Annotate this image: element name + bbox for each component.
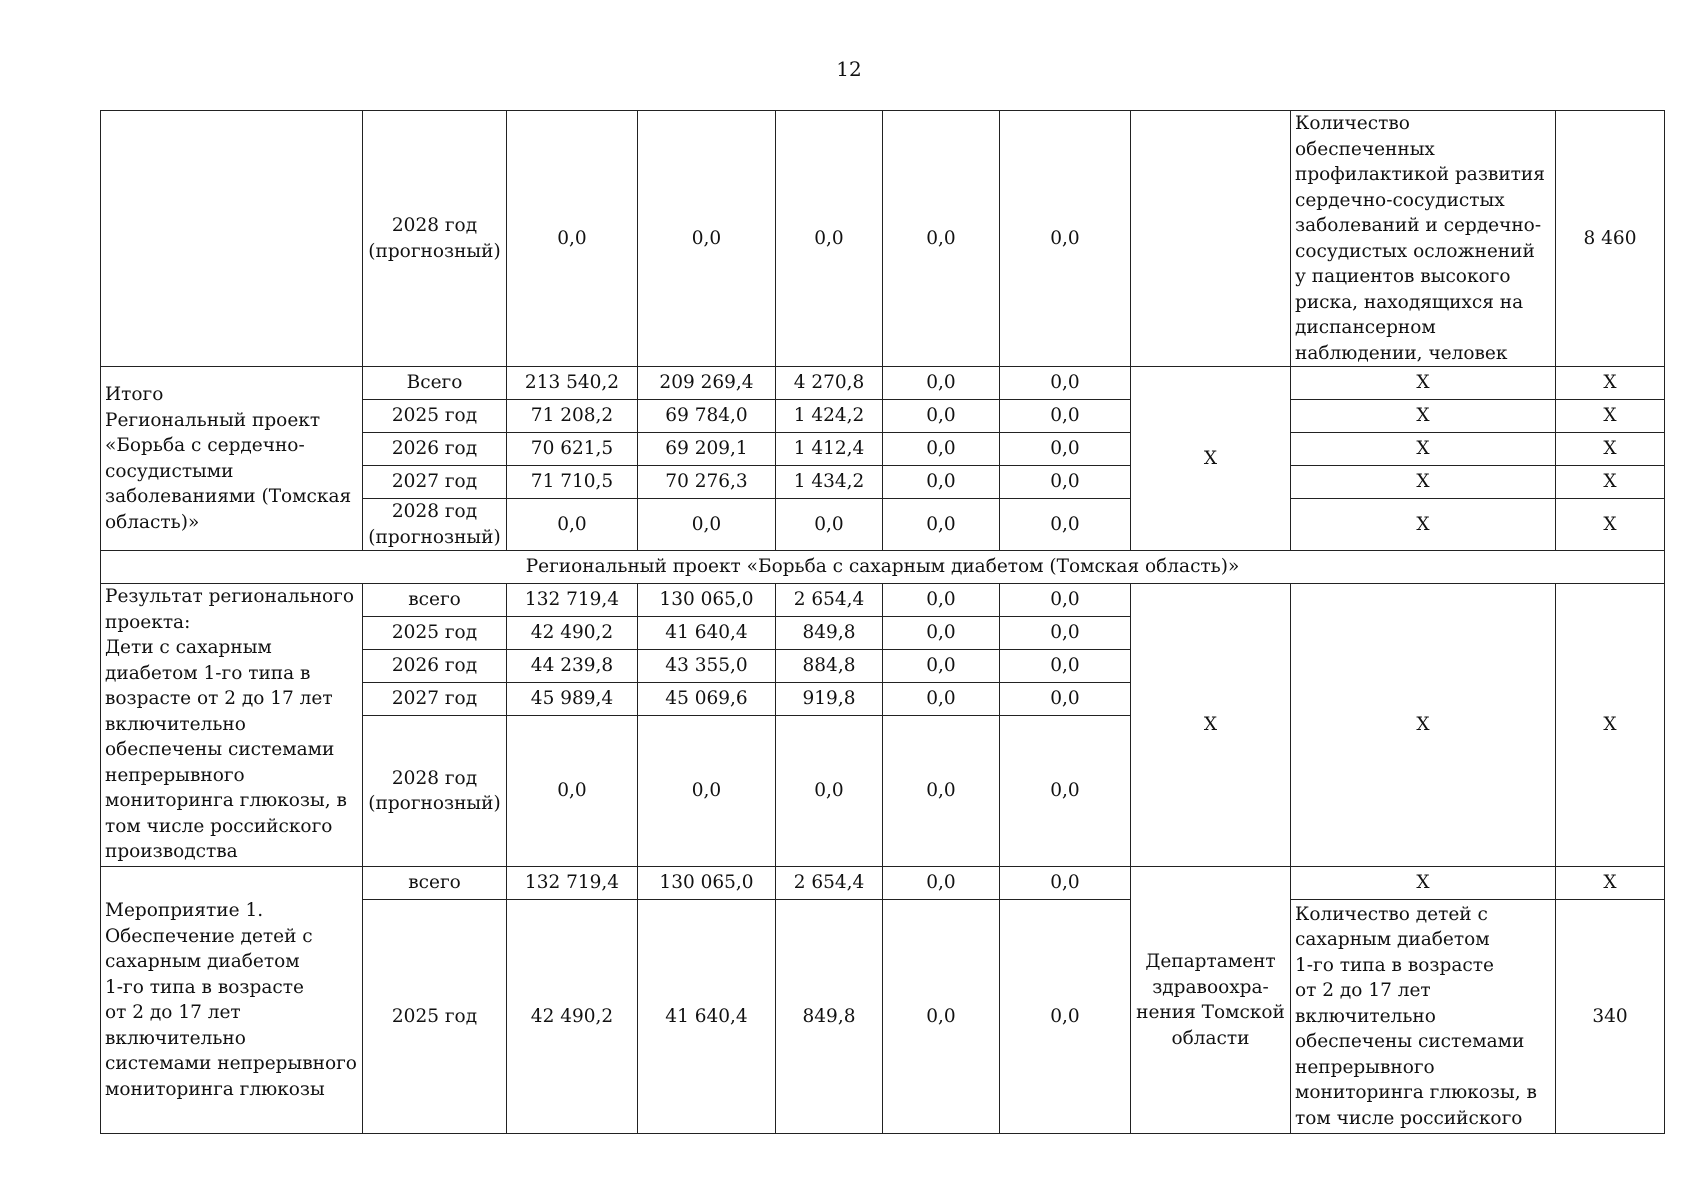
cell-value: 41 640,4	[638, 900, 776, 1134]
cell-value: 0,0	[883, 466, 1000, 499]
cell-indicator-value: X	[1556, 466, 1665, 499]
cell-year: 2025 год	[363, 900, 507, 1134]
cell-value: 44 239,8	[507, 650, 638, 683]
cell-value: 0,0	[507, 499, 638, 551]
cell-value: 849,8	[776, 617, 883, 650]
table-row	[101, 584, 1665, 617]
cell-value: 0,0	[1000, 900, 1131, 1134]
cell-year: 2028 год (прогнозный)	[363, 716, 507, 867]
cell-value: 1 434,2	[776, 466, 883, 499]
cell-year: 2028 год (прогнозный)	[363, 111, 507, 367]
cell-value: 71 208,2	[507, 400, 638, 433]
cell-value: 919,8	[776, 683, 883, 716]
cell-executor: Департамент здравоохра-нения Томской области	[1131, 867, 1291, 1134]
cell-value: 0,0	[1000, 499, 1131, 551]
cell-value: 0,0	[1000, 466, 1131, 499]
cell-indicator-value: X	[1556, 433, 1665, 466]
cell-value: 0,0	[507, 716, 638, 867]
cell-value: 0,0	[1000, 867, 1131, 900]
cell-value: 130 065,0	[638, 867, 776, 900]
cell-value: 0,0	[638, 111, 776, 367]
cell-indicator-value: X	[1556, 867, 1665, 900]
cell-value: 1 412,4	[776, 433, 883, 466]
cell-value: 209 269,4	[638, 367, 776, 400]
cell-year: 2027 год	[363, 683, 507, 716]
cell-value: 0,0	[883, 900, 1000, 1134]
cell-indicator: X	[1291, 867, 1556, 900]
cell-year: 2026 год	[363, 650, 507, 683]
cell-value: 0,0	[883, 400, 1000, 433]
cell-value: 45 989,4	[507, 683, 638, 716]
cell-indicator: X	[1291, 433, 1556, 466]
cell-value: 0,0	[776, 716, 883, 867]
cell-empty	[101, 111, 363, 367]
cell-indicator-value: 8 460	[1556, 111, 1665, 367]
cell-value: 42 490,2	[507, 617, 638, 650]
cell-value: 0,0	[883, 867, 1000, 900]
budget-table	[100, 110, 1665, 1134]
cell-indicator-value: X	[1556, 367, 1665, 400]
cell-value: 0,0	[883, 433, 1000, 466]
cell-value: 4 270,8	[776, 367, 883, 400]
cell-value: 0,0	[883, 617, 1000, 650]
cell-value: 213 540,2	[507, 367, 638, 400]
section-banner: Региональный проект «Борьба с сахарным диабетом (Томская область)»	[101, 551, 1665, 584]
cell-indicator: X	[1291, 466, 1556, 499]
cell-executor: X	[1131, 584, 1291, 867]
cell-value: 0,0	[1000, 650, 1131, 683]
cell-total-label: Итого Региональный проект «Борьба с сердечно-сосудистыми заболеваниями (Томская область)»	[101, 367, 363, 551]
cell-year: 2028 год (прогнозный)	[363, 499, 507, 551]
cell-indicator: X	[1291, 400, 1556, 433]
cell-value: 0,0	[1000, 400, 1131, 433]
cell-year: всего	[363, 867, 507, 900]
cell-value: 132 719,4	[507, 867, 638, 900]
cell-value: 0,0	[1000, 433, 1131, 466]
table-row	[101, 367, 1665, 400]
cell-value: 0,0	[1000, 683, 1131, 716]
cell-value: 0,0	[638, 716, 776, 867]
cell-value: 130 065,0	[638, 584, 776, 617]
cell-value: 0,0	[883, 683, 1000, 716]
cell-value: 71 710,5	[507, 466, 638, 499]
cell-indicator-value: X	[1556, 584, 1665, 867]
cell-value: 41 640,4	[638, 617, 776, 650]
cell-value: 0,0	[1000, 584, 1131, 617]
cell-year: 2026 год	[363, 433, 507, 466]
cell-value: 42 490,2	[507, 900, 638, 1134]
cell-value: 43 355,0	[638, 650, 776, 683]
cell-indicator-value: 340	[1556, 900, 1665, 1134]
cell-value: 0,0	[883, 584, 1000, 617]
cell-year: 2027 год	[363, 466, 507, 499]
cell-value: 0,0	[776, 499, 883, 551]
cell-value: 69 784,0	[638, 400, 776, 433]
cell-value: 2 654,4	[776, 867, 883, 900]
cell-indicator: X	[1291, 367, 1556, 400]
cell-value: 0,0	[883, 716, 1000, 867]
cell-indicator-value: X	[1556, 400, 1665, 433]
cell-value: 0,0	[507, 111, 638, 367]
cell-value: 0,0	[638, 499, 776, 551]
cell-indicator: Количество обеспеченных профилактикой развития сердечно-сосудистых заболеваний и сердечно-сосудистых осложнений у пациентов высокого риска, находящихся на диспансерном наблюдении, человек	[1291, 111, 1556, 367]
cell-value: 0,0	[883, 650, 1000, 683]
cell-value: 70 621,5	[507, 433, 638, 466]
cell-year: Всего	[363, 367, 507, 400]
cell-value: 0,0	[883, 111, 1000, 367]
cell-indicator: X	[1291, 499, 1556, 551]
cell-value: 45 069,6	[638, 683, 776, 716]
cell-value: 849,8	[776, 900, 883, 1134]
cell-result-label: Результат регионального проекта: Дети с сахарным диабетом 1-го типа в возрасте от 2 до 17 лет включительно обеспечены системами непрерывного мониторинга глюкозы, в том числе российского производства	[101, 584, 363, 867]
table-row	[101, 551, 1665, 584]
cell-measure-label: Мероприятие 1. Обеспечение детей с сахарным диабетом 1-го типа в возрасте от 2 до 17 лет включительно системами непрерывного мониторинга глюкозы	[101, 867, 363, 1134]
cell-value: 70 276,3	[638, 466, 776, 499]
cell-executor: X	[1131, 367, 1291, 551]
table-row	[101, 867, 1665, 900]
cell-value: 0,0	[1000, 617, 1131, 650]
cell-value: 2 654,4	[776, 584, 883, 617]
cell-value: 0,0	[1000, 367, 1131, 400]
cell-empty	[1131, 111, 1291, 367]
cell-year: 2025 год	[363, 400, 507, 433]
cell-indicator: X	[1291, 584, 1556, 867]
cell-value: 0,0	[1000, 111, 1131, 367]
table-row	[101, 111, 1665, 367]
cell-year: 2025 год	[363, 617, 507, 650]
cell-value: 0,0	[883, 499, 1000, 551]
cell-year: всего	[363, 584, 507, 617]
cell-value: 0,0	[1000, 716, 1131, 867]
cell-indicator: Количество детей с сахарным диабетом 1-го типа в возрасте от 2 до 17 лет включительно обеспечены системами непрерывного мониторинга глюкозы, в том числе российского	[1291, 900, 1556, 1134]
cell-value: 1 424,2	[776, 400, 883, 433]
cell-indicator-value: X	[1556, 499, 1665, 551]
cell-value: 884,8	[776, 650, 883, 683]
cell-value: 132 719,4	[507, 584, 638, 617]
cell-value: 0,0	[883, 367, 1000, 400]
page-number: 12	[836, 57, 862, 81]
cell-value: 0,0	[776, 111, 883, 367]
cell-value: 69 209,1	[638, 433, 776, 466]
